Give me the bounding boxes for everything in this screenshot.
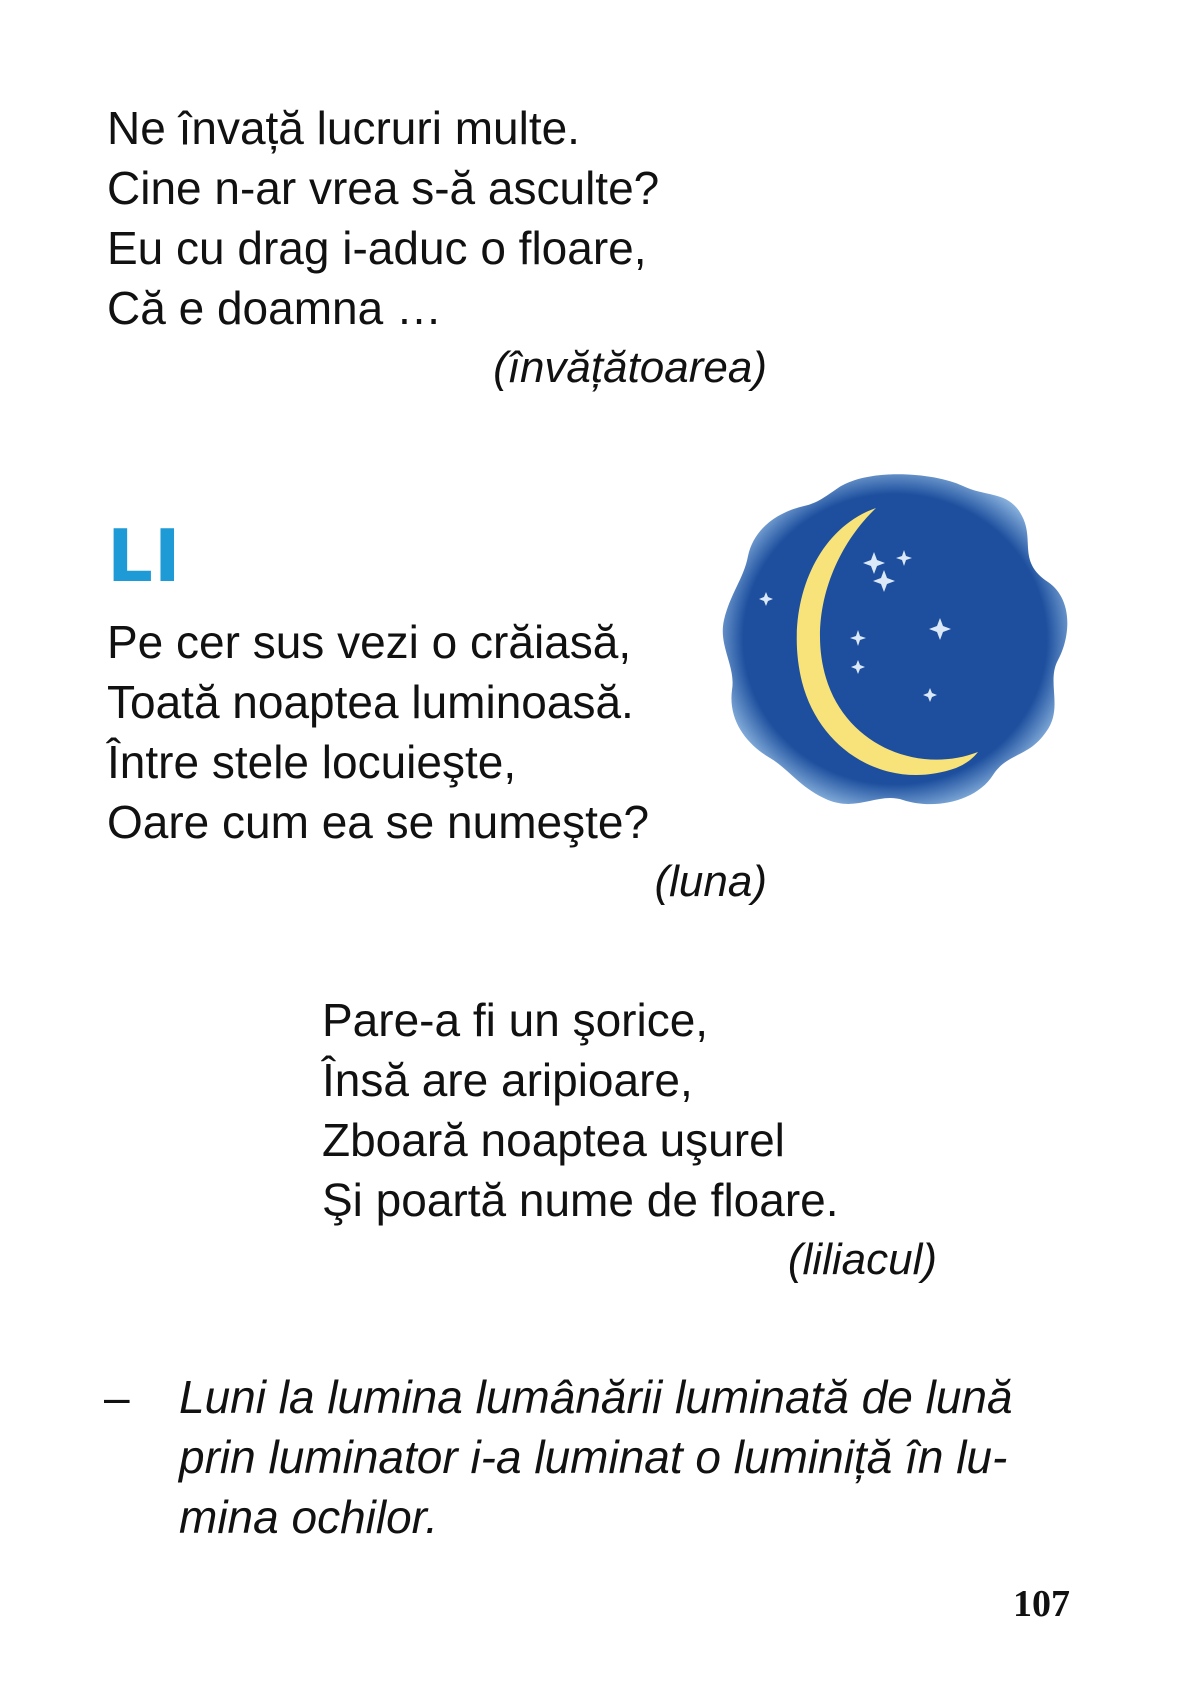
riddle-line: Eu cu drag i-aduc o floare, [107,222,647,274]
page-number: 107 [1013,1583,1070,1625]
tongue-twister-line: prin luminator i-a luminat o luminiță în lu- [179,1431,1008,1483]
riddle-answer: (luna) [654,857,767,906]
riddle-line: Zboară noaptea uşurel [322,1114,785,1166]
riddle-2 [107,612,767,912]
riddle-line: Pe cer sus vezi o crăiasă, [107,616,632,668]
riddle-line: Pare-a fi un şorice, [322,994,709,1046]
riddle-line: Şi poartă nume de floare. [322,1174,839,1226]
riddle-line: Toată noaptea luminoasă. [107,676,634,728]
riddle-3 [322,990,937,1290]
crescent-moon-icon [718,470,1073,815]
list-dash: – [104,1371,130,1423]
tongue-twister-text [179,1367,1079,1547]
riddle-line: Că e doamna … [107,282,442,334]
tongue-twister-line: Luni la lumina lumânării luminată de lună [179,1371,1013,1423]
tongue-twister [104,1367,1074,1567]
riddle-line: Între stele locuieşte, [107,736,517,788]
riddle-line: Oare cum ea se numeşte? [107,796,650,848]
riddle-line: Cine n-ar vrea s-ă asculte? [107,162,660,214]
riddle-line: Însă are aripioare, [322,1054,693,1106]
riddle-answer: (liliacul) [787,1235,937,1284]
riddle-answer: (învățătoarea) [493,343,767,392]
riddle-line: Ne învață lucruri multe. [107,102,580,154]
riddle-1 [107,98,767,398]
syllable-heading: LI [107,514,182,598]
tongue-twister-line: mina ochilor. [179,1491,439,1543]
